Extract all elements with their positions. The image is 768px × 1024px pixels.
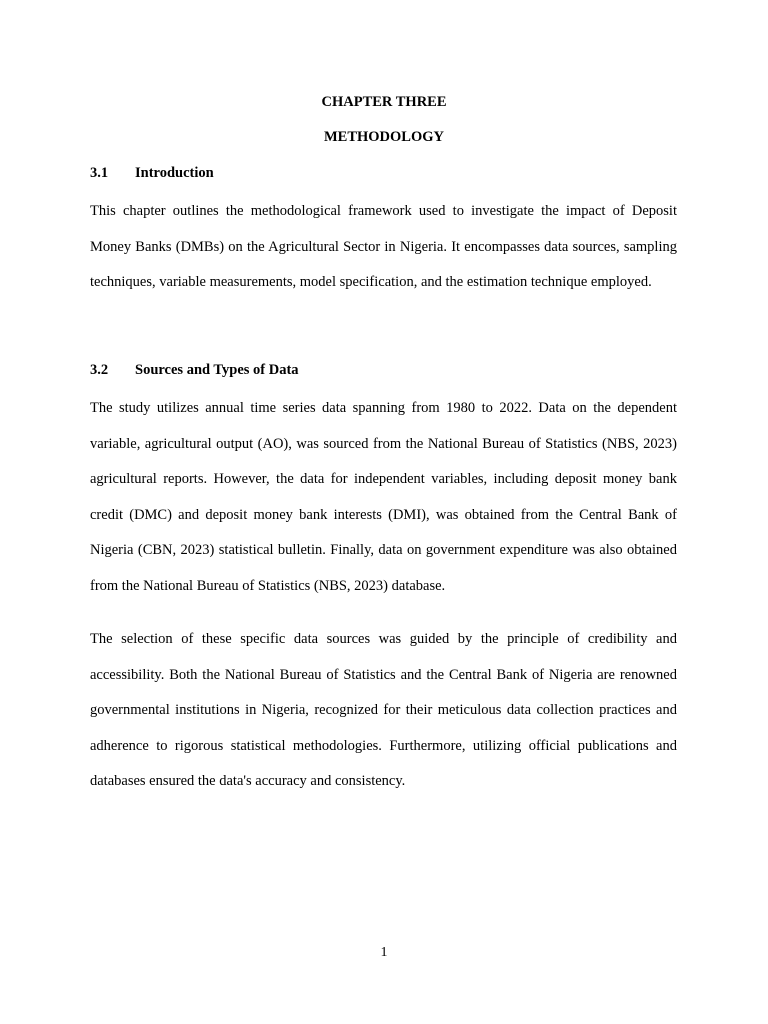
chapter-subtitle: METHODOLOGY bbox=[323, 129, 445, 145]
section-number: 3.2 bbox=[90, 362, 109, 378]
section-heading-3-1 bbox=[90, 165, 214, 182]
intro-paragraph: This chapter outlines the methodological framework used to investigate the impact of Deposit Money Banks (DMBs) on the Agricultural Sector in Nigeria. It encompasses data sources, sampling techniques, variable measurements, model specification, and the estimation technique employed. bbox=[90, 203, 677, 291]
page-number: 1 bbox=[380, 945, 388, 960]
data-sources-paragraph: The study utilizes annual time series data spanning from 1980 to 2022. Data on the dependent variable, agricultural output (AO), was sourced from the National Bureau of Statistics (NBS, 2023) agricultural reports. However, the data for independent variables, including deposit money bank credit (DMC) and deposit money bank interests (DMI), was obtained from the Central Bank of Nigeria (CBN, 2023) statistical bulletin. Finally, data on government expenditure was also obtained from the National Bureau of Statistics (NBS, 2023) database. bbox=[90, 400, 677, 594]
section-heading-3-2 bbox=[90, 362, 299, 379]
data-selection-paragraph: The selection of these specific data sources was guided by the principle of credibility and accessibility. Both the National Bureau of Statistics and the Central Bank of Nigeria are renowned governmental institutions in Nigeria, recognized for their meticulous data collection practices and adherence to rigorous statistical methodologies. Furthermore, utilizing official publications and databases ensured the data's accuracy and consistency. bbox=[90, 631, 677, 790]
section-title: Introduction bbox=[135, 165, 214, 181]
section-title: Sources and Types of Data bbox=[135, 362, 299, 378]
section-number: 3.1 bbox=[90, 165, 109, 181]
chapter-title: CHAPTER THREE bbox=[321, 94, 447, 110]
